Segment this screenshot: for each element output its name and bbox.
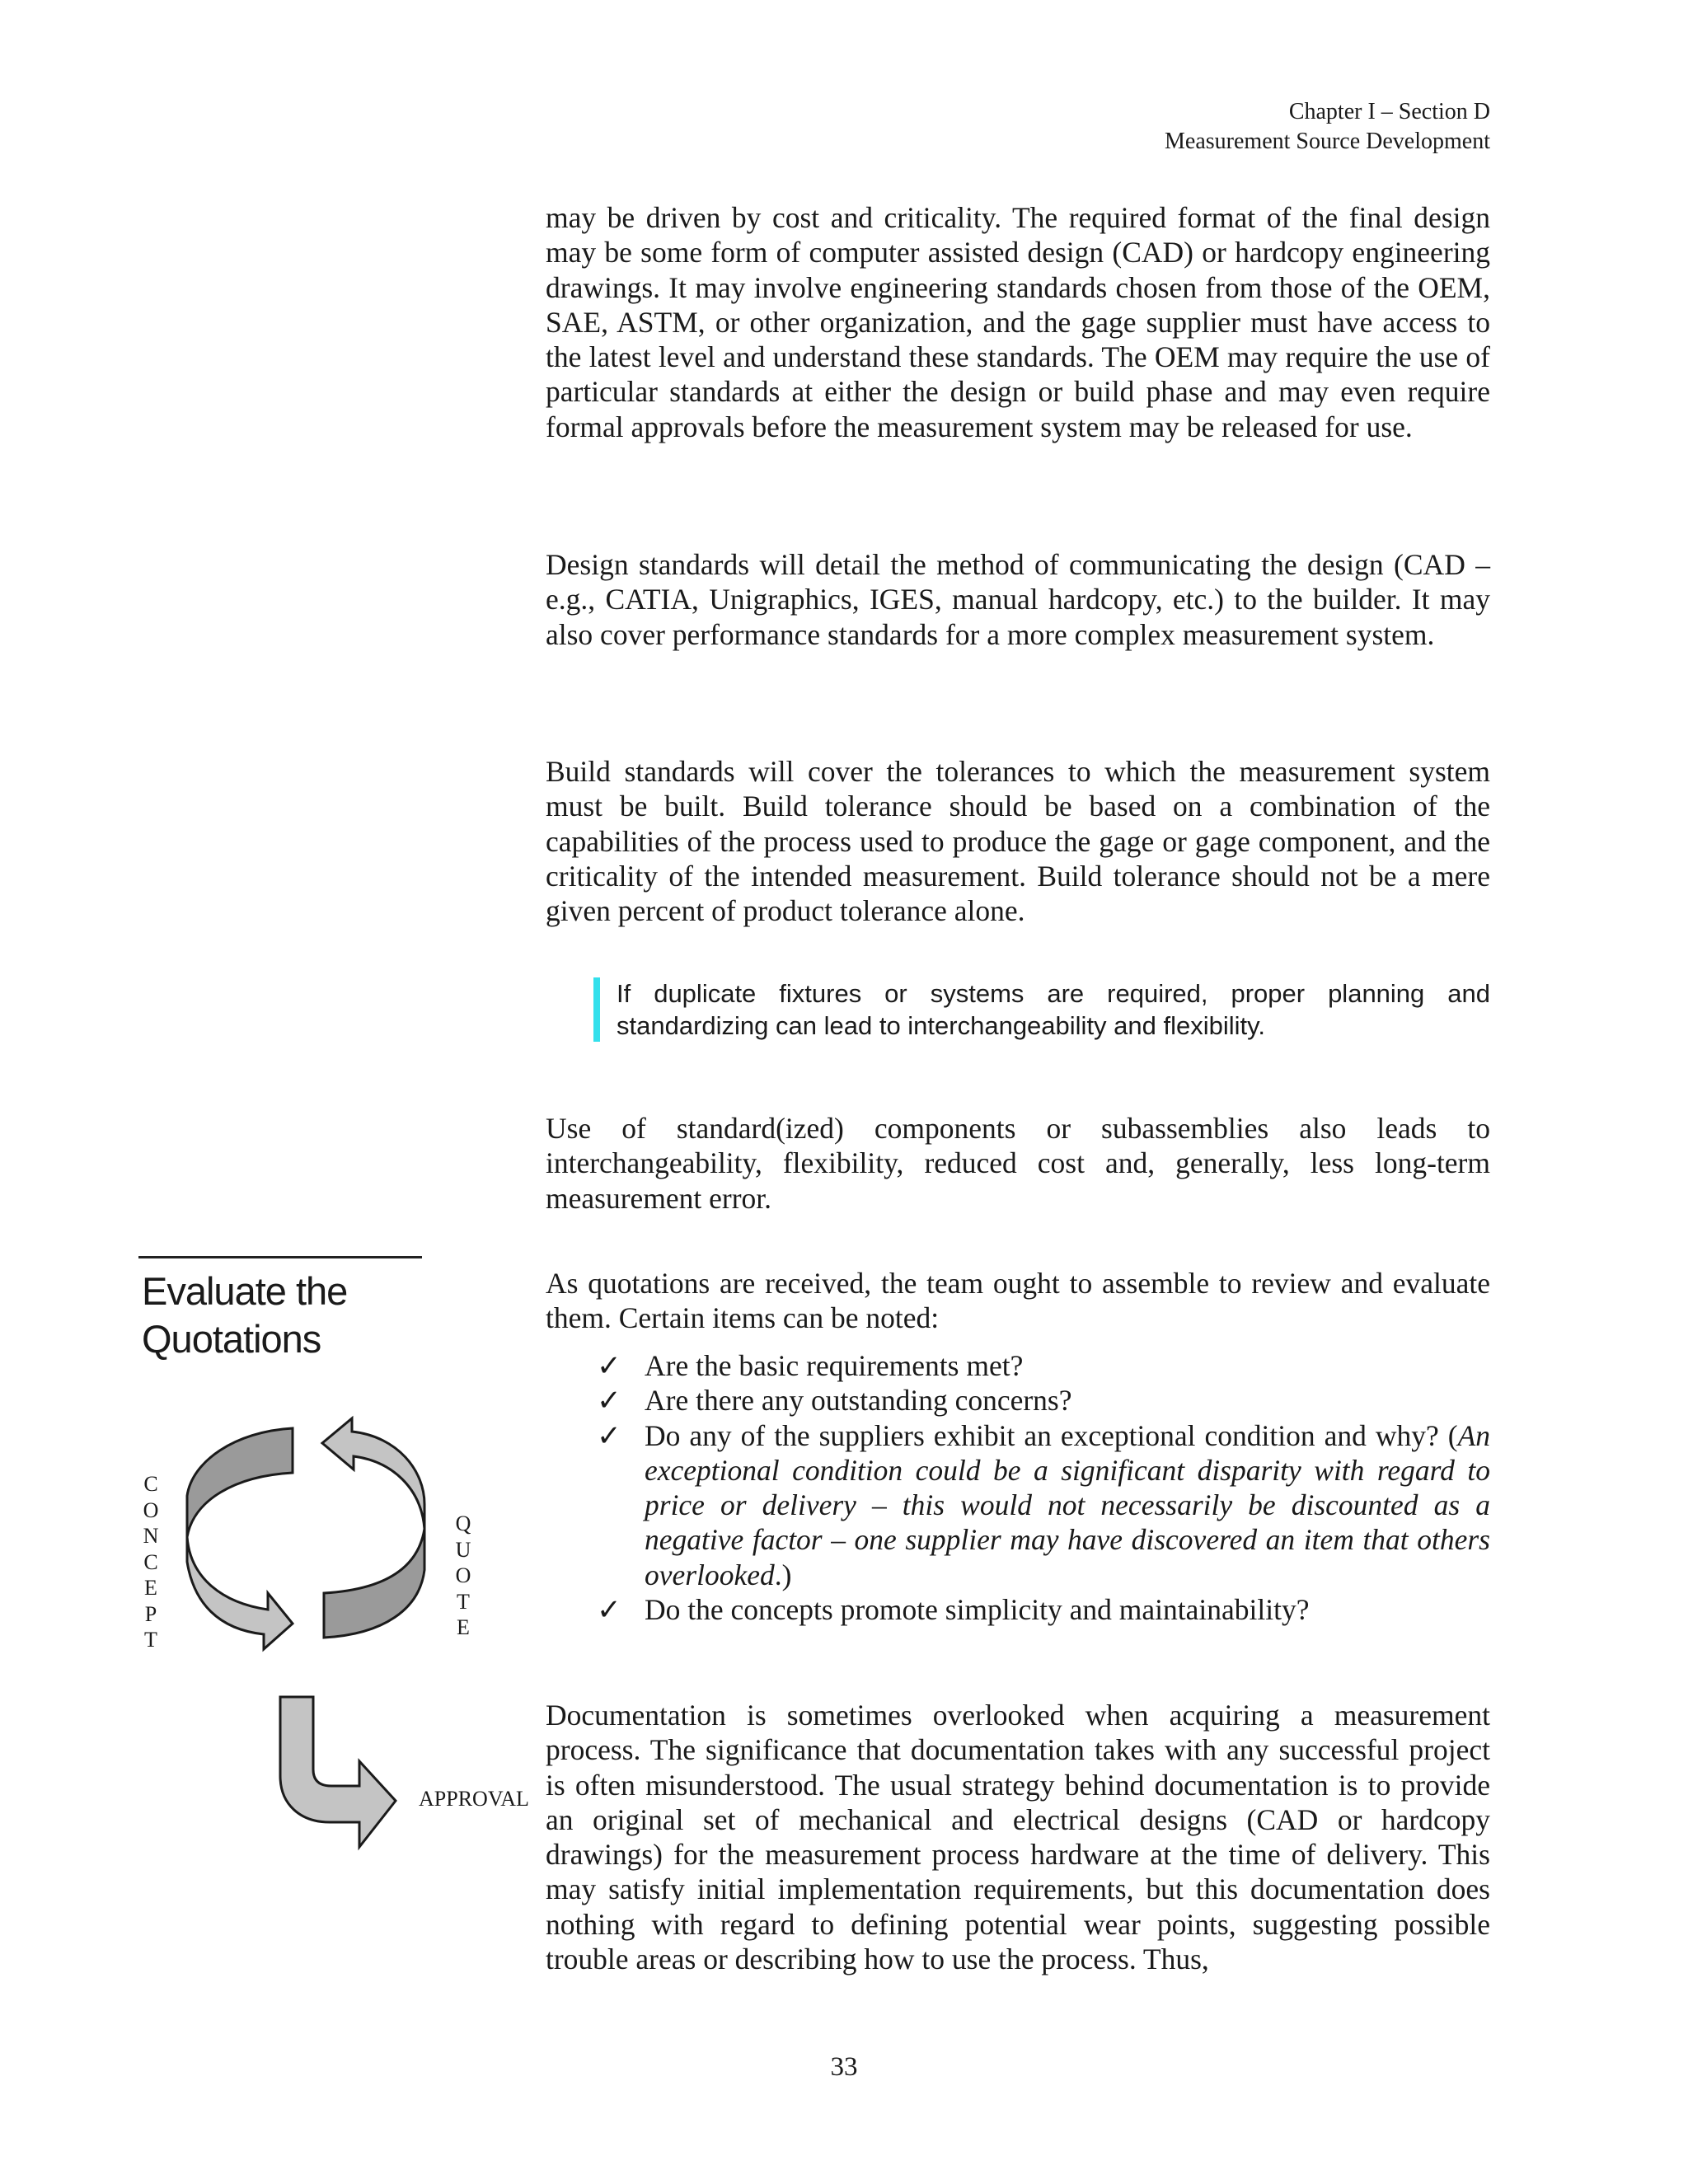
sidebar-heading-line-2: Quotations bbox=[142, 1317, 321, 1361]
concept-vertical-label: C O N C E P T bbox=[143, 1472, 159, 1652]
cycle-arrow-light-left-icon bbox=[187, 1537, 293, 1649]
checkmark-icon: ✓ bbox=[597, 1349, 621, 1382]
page-number: 33 bbox=[830, 2052, 858, 2082]
callout-note: If duplicate fixtures or systems are required, proper planning and standardizing can lead to interchangeability and flexibility. bbox=[593, 977, 1490, 1042]
cycle-arrow-dark-top-icon bbox=[187, 1428, 293, 1537]
sidebar-rule bbox=[138, 1256, 422, 1258]
checklist bbox=[546, 1348, 1490, 1627]
quote-vertical-label: Q U O T E bbox=[455, 1511, 471, 1639]
running-header bbox=[1165, 97, 1490, 157]
sidebar-heading bbox=[142, 1268, 422, 1363]
checklist-item: ✓ Are the basic requirements met? bbox=[597, 1349, 1024, 1382]
checklist-item: ✓ Are there any outstanding concerns? bbox=[597, 1384, 1072, 1418]
body-paragraph-2: Design standards will detail the method of communicating the design (CAD – e.g., CATIA, Unigraphics, IGES, manual hardcopy, etc.) to the builder. It may also cover performance standards for a more complex measurement system. bbox=[546, 548, 1490, 651]
body-paragraph-6: As quotations are received, the team ought to assemble to review and evaluate them. Certain items can be noted: bbox=[546, 1267, 1490, 1335]
approval-arrow-icon bbox=[280, 1697, 396, 1847]
chapter-subtitle: Measurement Source Development bbox=[1165, 129, 1490, 154]
checkmark-icon: ✓ bbox=[597, 1593, 621, 1627]
checkmark-icon: ✓ bbox=[597, 1418, 621, 1452]
checkmark-icon: ✓ bbox=[597, 1384, 621, 1418]
chapter-section: Chapter I – Section D bbox=[1288, 99, 1490, 124]
approval-label: APPROVAL bbox=[419, 1787, 529, 1811]
checklist-item: ✓ Do the concepts promote simplicity and maintainability? bbox=[597, 1593, 1310, 1627]
body-paragraph-3: Build standards will cover the tolerances to which the measurement system must be built. Build tolerance should be based on a combination of the capabilities of the process used to produce the gage or gage component, and the criticality of the intended measurement. Build tolerance should not be a mere given percent of product tolerance alone. bbox=[546, 755, 1490, 928]
checklist-item-note: An exceptional condition could be a significant disparity with regard to price or delivery – this would not necessarily be discounted as a negative factor – one supplier may have discovered an item that others overlooked bbox=[645, 1418, 1490, 1591]
approval-arrow-diagram bbox=[272, 1694, 404, 1858]
body-paragraph-7: Documentation is sometimes overlooked when acquiring a measurement process. The significance that documentation takes with any successful project is often misunderstood. The usual strategy behind documentation is to provide an original set of mechanical and electrical designs (CAD or hardcopy drawings) for the measurement process hardware at the time of delivery. This may satisfy initial implementation requirements, but this documentation does nothing with regard to defining potential wear points, suggesting possible trouble areas or describing how to use the process. Thus, bbox=[546, 1699, 1490, 1976]
checklist-item: ✓ Do any of the suppliers exhibit an exceptional condition and why? (An exceptional condition could be a significant disparity with regard to price or delivery – this would not necessarily be discounted as a negative factor – one supplier may have discovered an item that others overlooked.) bbox=[597, 1418, 1490, 1591]
cycle-arrow-light-right-icon bbox=[322, 1418, 424, 1529]
sidebar-heading-line-1: Evaluate the bbox=[142, 1269, 348, 1313]
body-paragraph-5: Use of standard(ized) components or subassemblies also leads to interchangeability, flexibility, reduced cost and, generally, less long-term measurement error. bbox=[546, 1112, 1490, 1215]
cycle-arrow-dark-bottom-icon bbox=[324, 1504, 424, 1638]
concept-quote-cycle-diagram bbox=[177, 1413, 433, 1661]
body-paragraph-1: may be driven by cost and criticality. The required format of the final design may be some form of computer assisted design (CAD) or hardcopy engineering drawings. It may involve engineering standards chosen from those of the OEM, SAE, ASTM, or other organization, and the gage supplier must have access to the latest level and understand these standards. The OEM may require the use of particular standards at either the design or build phase and may even require formal approvals before the measurement system may be released for use. bbox=[546, 201, 1490, 443]
